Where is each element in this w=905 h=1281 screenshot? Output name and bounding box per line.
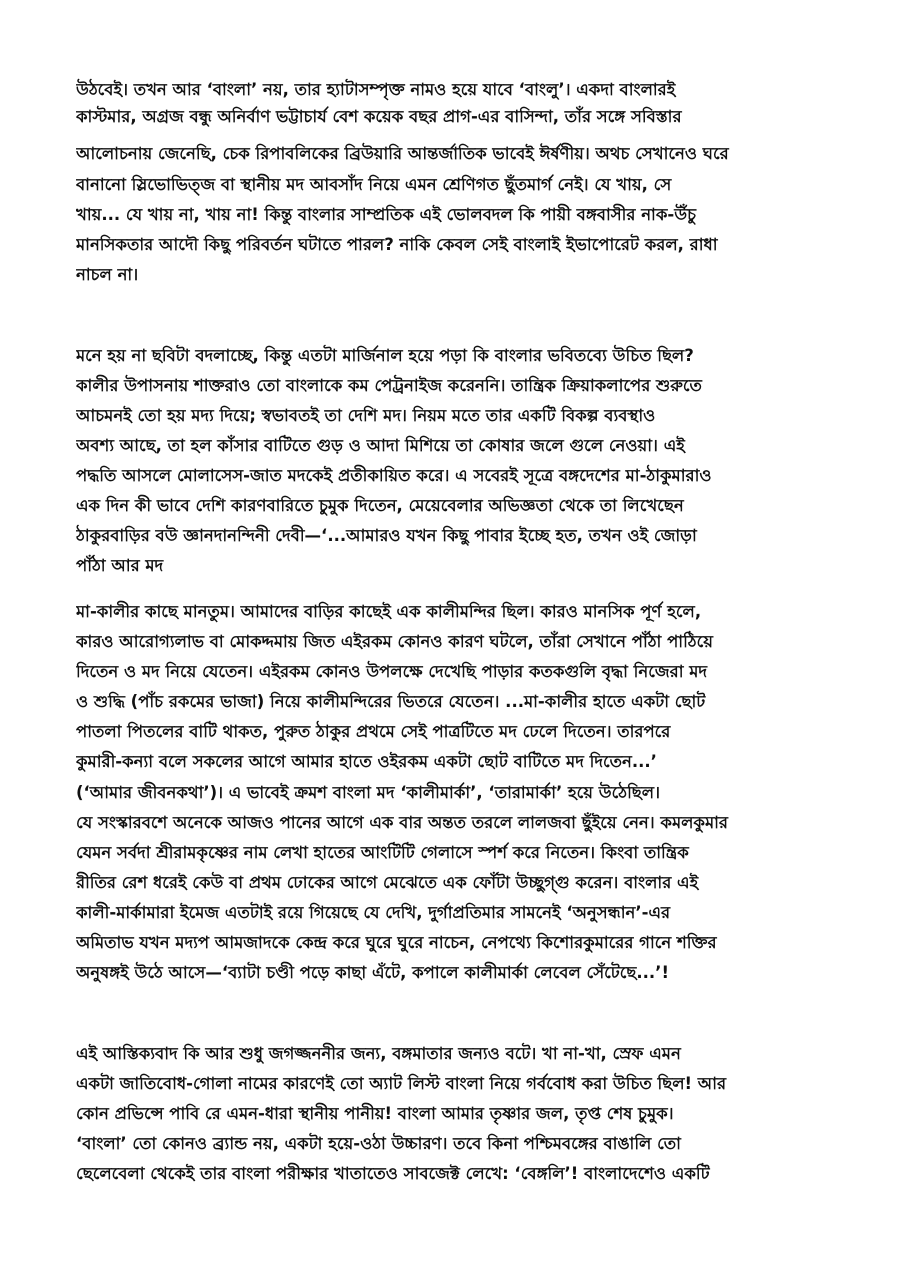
text-line: একটা জাতিবোধ-গোলা নামের কারণেই তো অ্যাট লিস্ট বাংলা নিয়ে গর্ববোধ করা উচিত ছিল! আর [76, 1074, 727, 1093]
text-line: ‘বাংলা’ তো কোনও ব্র্যান্ড নয়, একটা হয়ে-ওঠা উচ্চারণ। তবে কিনা পশ্চিমবঙ্গের বাঙালি তো [76, 1134, 681, 1153]
text-line: কালী-মার্কামারা ইমেজ এতটাই রয়ে গিয়েছে যে দেখি, দুর্গাপ্রতিমার সামনেই ‘অনুসন্ধান’-এর [76, 903, 671, 922]
text-line: যে সংস্কারবশে অনেকে আজও পানের আগে এক বার অন্তত তরলে লালজবা ছুঁইয়ে নেন। কমলকুমার [76, 813, 728, 832]
text-line: কোন প্রভিন্সে পাবি রে এমন-ধারা স্থানীয় পানীয়! বাংলা আমার তৃষ্ণার জল, তৃপ্ত শেষ চুমুক। [76, 1104, 674, 1123]
text-line: এক দিন কী ভাবে দেশি কারণবারিতে চুমুক দিতেন, মেয়েবেলার অভিজ্ঞতা থেকে তা লিখেছেন [76, 496, 684, 515]
text-line: মানসিকতার আদৌ কিছু পরিবর্তন ঘটাতে পারল? নাকি কেবল সেই বাংলাই ইভাপোরেট করল, রাধা [76, 235, 718, 254]
text-line: পাতলা পিতলের বাটি থাকত, পুরুত ঠাকুর প্রথমে সেই পাত্রটিতে মদ ঢেলে দিতেন। তারপরে [76, 722, 671, 741]
text-line: ও শুদ্ধি (পাঁচ রকমের ভাজা) নিয়ে কালীমন্দিরের ভিতরে যেতেন। ...মা-কালীর হাতে একটা ছোট [76, 692, 706, 711]
text-line: অনুষঙ্গই উঠে আসে—‘ব্যাটা চণ্ডী পড়ে কাছা এঁটে, কপালে কালীমার্কা লেবেল সেঁটেছে...’! [76, 963, 669, 982]
text-line: মা-কালীর কাছে মানতুম। আমাদের বাড়ির কাছেই এক কালীমন্দির ছিল। কারও মানসিক পূর্ণ হলে, [76, 602, 702, 621]
text-line: অবশ্য আছে, তা হল কাঁসার বাটিতে গুড় ও আদা মিশিয়ে তা কোষার জলে গুলে নেওয়া। এই [76, 436, 685, 455]
text-line: নাচল না। [76, 265, 139, 284]
text-line: উঠবেই। তখন আর ‘বাংলা’ নয়, তার হ্যাটাসম্পৃক্ত নামও হয়ে যাবে ‘বাংলু’। একদা বাংলারই [76, 80, 676, 99]
text-line: (‘আমার জীবনকথা’)। এ ভাবেই ক্রমশ বাংলা মদ ‘কালীমার্কা’, ‘তারামার্কা’ হয়ে উঠেছিল। [76, 783, 660, 802]
text-line: পদ্ধতি আসলে মোলাসেস-জাত মদকেই প্রতীকায়িত করে। এ সবেরই সূত্রে বঙ্গদেশের মা-ঠাকুমারাও [76, 466, 712, 485]
text-line: কাস্টমার, অগ্রজ বন্ধু অনির্বাণ ভট্টাচার্য বেশ কয়েক বছর প্রাগ-এর বাসিন্দা, তাঁর সঙ্গে সবিস্তার [76, 107, 682, 126]
text-line: রীতির রেশ ধরেই কেউ বা প্রথম ঢোকের আগে মেঝেতে এক ফোঁটা উচ্ছুগ্গু করেন। বাংলার এই [76, 873, 699, 892]
text-line: ছেলেবেলা থেকেই তার বাংলা পরীক্ষার খাতাতেও সাবজেক্ট লেখে: ‘বেঙ্গলি’! বাংলাদেশেও একটি [76, 1164, 710, 1183]
text-line: ঠাকুরবাড়ির বউ জ্ঞানদানন্দিনী দেবী—‘...আমারও যখন কিছু পাবার ইচ্ছে হত, তখন ওই জোড়া [76, 526, 697, 545]
text-line: যেমন সর্বদা শ্রীরামকৃষ্ণের নাম লেখা হাতের আংটিটি গেলাসে স্পর্শ করে নিতেন। কিংবা তান্ত্রিক [76, 843, 689, 862]
text-line: কারও আরোগ্যলাভ বা মোকদ্দমায় জিত এইরকম কোনও কারণ ঘটলে, তাঁরা সেখানে পাঁঠা পাঠিয়ে [76, 632, 713, 651]
text-line: মনে হয় না ছবিটা বদলাচ্ছে, কিন্তু এতটা মার্জিনাল হয়ে পড়া কি বাংলার ভবিতব্যে উচিত ছিল? [76, 346, 694, 365]
text-line: কালীর উপাসনায় শাক্তরাও তো বাংলাকে কম পেট্রনাইজ করেননি। তান্ত্রিক ক্রিয়াকলাপের শুরুতে [76, 376, 702, 395]
text-line: দিতেন ও মদ নিয়ে যেতেন। এইরকম কোনও উপলক্ষে দেখেছি পাড়ার কতকগুলি বৃদ্ধা নিজেরা মদ [76, 662, 708, 681]
text-line: আলোচনায় জেনেছি, চেক রিপাবলিকের ব্রিউয়ারি আন্তর্জাতিক ভাবেই ঈর্ষণীয়। অথচ সেখানেও ঘরে [76, 144, 729, 163]
text-line: বানানো স্লিভোভিত্জ বা স্থানীয় মদ আবসাঁদ নিয়ে এমন শ্রেণিগত ছুঁতমার্গ নেই। যে খায়, সে [76, 175, 672, 194]
text-line: অমিতাভ যখন মদ্যপ আমজাদকে কেন্দ্র করে ঘুরে ঘুরে নাচেন, নেপথ্যে কিশোরকুমারের গানে শক্তির [76, 933, 717, 952]
text-line: খায়... যে খায় না, খায় না! কিন্তু বাংলার সাম্প্রতিক এই ভোলবদল কি পায়ী বঙ্গবাসীর নাক-উঁচু [76, 205, 696, 224]
text-line: পাঁঠা আর মদ [76, 556, 164, 575]
text-line: এই আস্তিক্যবাদ কি আর শুধু জগজ্জননীর জন্য, বঙ্গমাতার জন্যও বটে। খা না-খা, স্রেফ এমন [76, 1044, 681, 1063]
text-line: কুমারী-কন্যা বলে সকলের আগে আমার হাতে ওইরকম একটা ছোট বাটিতে মদ দিতেন...’ [76, 752, 657, 771]
text-line: আচমনই তো হয় মদ্য দিয়ে; স্বভাবতই তা দেশি মদ। নিয়ম মতে তার একটি বিকল্প ব্যবস্থাও [76, 406, 656, 425]
